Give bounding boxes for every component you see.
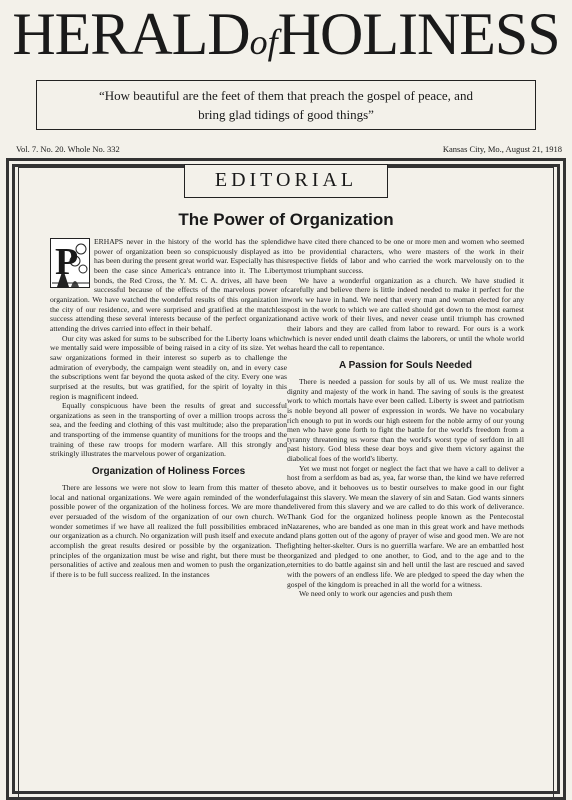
paragraph: There is needed a passion for souls by all of us. We must realize the dignity and majesty of the work in hand. The saving of souls is the greatest work to which mortals have ever been called. Liberty is sweet and patriotism is noble beyond all power of expression in words. We have no vocabulary rich enough to put in words our high esteem for the noble army of our young men who have gone forth to fight the battle for the world's freedom from a tyranny threatening us worse than the world's worst type of serfdom in all past history. God bless these dear boys and give them victory against the diabolical foes of the world's liberty. xyxy=(287,376,524,464)
issue-volume: Vol. 7. No. 20. Whole No. 332 xyxy=(16,144,120,154)
paragraph: ERHAPS never in the history of the world has the splendid power of organization been so conspicuously displayed as it has been during the present great world war. Especially has this been the case since America's entrance into it. The Liberty bonds, the Red Cross, the Y. M. C. A. drives, all have been successful because of the effects of the marvelous power of organization. We have watched the wonderful results of this organization in the city of our residence, and were surprised and gratified at the matchless success attending these several interests because of the perfect organization attending the drives carried into effect in their behalf. xyxy=(50,237,287,333)
paragraph: Equally conspicuous have been the results of great and successful organizations as seen in the transporting of over a million troops across the sea, and the feeding and clothing of this vast multitude; also the preparation and transporting of the immense quantity of munitions for the troops and the training of these raw troops for modern warfare. All this strongly and strikingly illustrates the marvelous power of organization. xyxy=(50,401,287,459)
motto-box xyxy=(36,80,536,130)
masthead-of: of xyxy=(249,22,278,62)
motto-line-1: “How beautiful are the feet of them that preach the gospel of peace, and xyxy=(99,88,473,103)
dropcap-letter: P xyxy=(55,241,79,283)
paragraph: There are lessons we were not slow to learn from this matter of these local and national organizations. We were again reminded of the wonderful possible power of the organization of the holiness forces. We are more than ever persuaded of the wisdom of the organization of our own church. We wonder sometimes if we have all realized the full possibilities embraced in our organization as a church. No organization will push itself and execute and accomplish the great results desired or possible by the organization. The principles of the organization must be wise and right, but there must be the personalities of active and zealous men and women to push the organization, if there is to be full success realized. In the instances xyxy=(50,483,287,579)
paragraph: We have a wonderful organization as a church. We have studied it carefully and believe there is little indeed needed to make it perfect for the work we have in hand. We need that every man and woman elected for any post in the work to which we are called should get down to the most earnest and active work of their lives, and never cease until triumph has crowned their labors and they are called from labor to reward. For ours is a work which is never ended until death claims the laborers, or until the whole world has heard the call to repentance. xyxy=(287,275,524,353)
issue-line xyxy=(16,142,562,156)
dropcap-illustration xyxy=(50,238,90,288)
masthead-herald: HERALD xyxy=(12,1,250,67)
paragraph: we have cited there chanced to be one or more men and women who seemed to be providential characters, who were masters of the work in their respective fields of labor and who carried the work marvelously on to the most triumphant success. xyxy=(287,237,524,275)
subhead-organization: Organization of Holiness Forces xyxy=(91,466,246,478)
subhead-passion: A Passion for Souls Needed xyxy=(339,359,472,371)
masthead-holiness: HOLINESS xyxy=(277,1,560,67)
article-column-right xyxy=(287,237,524,797)
masthead-title xyxy=(0,2,572,74)
article-title: The Power of Organization xyxy=(178,210,394,229)
motto-line-2: bring glad tidings of good things” xyxy=(198,107,374,122)
paragraph: We need only to work our agencies and push them xyxy=(299,589,453,599)
paragraph: Yet we must not forget or neglect the fact that we have a call to deliver a host from a serfdom as bad as, yea, far worse than, the kind we have referred to above, and it behooves us to bestir ourselves to make good in our fight against this slavery. We mean the slavery of sin and Satan. God wants sinners delivered from this slavery and we are called to do this work of deliverance. Thank God for the organized holiness people known as the Pentecostal Nazarenes, who are banded as one man in this great work and have methods and plans gotten out of the agony of prayer of wise and good men. We are not fighting helter-skelter. Ours is no guerrilla warfare. We are an embattled host organized and pledged to one another, to God, and to the age and to the eternities to do battle against sin and hell until the last are rescued and saved with the powers of an endless life. We are pledged to speed the day when the gospel of the kingdom is preached in all the world for a witness. xyxy=(287,463,524,589)
issue-place-date: Kansas City, Mo., August 21, 1918 xyxy=(442,144,562,154)
paragraph: Our city was asked for sums to be subscribed for the Liberty loans which we mentally said were impossible of being raised in a city of its size. Yet we saw organizations formed in their interest so superb as to challenge the admiration of everybody, the campaign went steadily on, and in every case the subscriptions went far beyond the quota asked of the city. Every one was surprised at the results, but was gratified, for the spirit of loyalty in this region is magnificent indeed. xyxy=(50,333,287,401)
article-column-left xyxy=(50,237,287,797)
section-label: EDITORIAL xyxy=(184,164,388,198)
